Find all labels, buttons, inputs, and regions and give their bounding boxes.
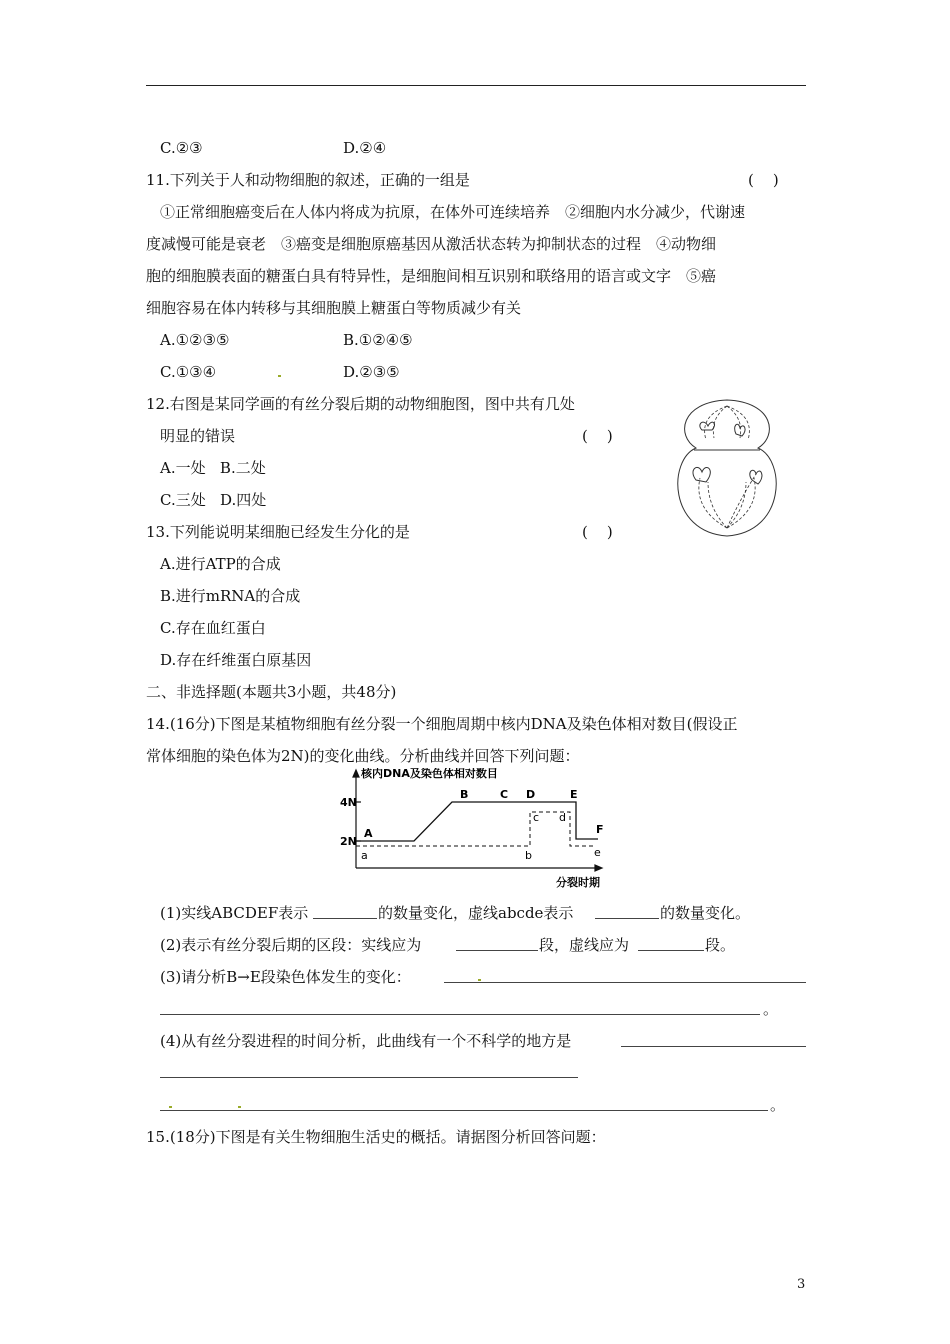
point-label-b-lower: b <box>525 849 532 862</box>
q11-line2: 度减慢可能是衰老 ③癌变是细胞原癌基因从激活状态转为抑制状态的过程 ④动物细 <box>146 235 717 253</box>
point-label-a-upper: A <box>364 827 373 840</box>
q12-options-ab <box>160 458 266 478</box>
dna-chromosome-chart <box>330 768 620 892</box>
q14-p4-blank1[interactable] <box>621 1046 806 1047</box>
q14-p4-a: (4)从有丝分裂进程的时间分析，此曲线有一个不科学的地方是 <box>160 1032 572 1050</box>
point-label-e-upper: E <box>570 788 578 801</box>
stray-mark <box>169 1106 172 1108</box>
point-label-e-lower: e <box>594 846 601 859</box>
q14-p2-c: 段。 <box>705 936 736 954</box>
q11-option-a: A.①②③⑤ <box>160 331 230 349</box>
q14-p2-blank2[interactable] <box>638 950 704 951</box>
q14-p1-blank1[interactable] <box>313 918 377 919</box>
q13-option-c: C.存在血红蛋白 <box>160 619 266 637</box>
stray-mark <box>278 375 281 377</box>
y-axis-label: 核内DNA及染色体相对数目 <box>361 768 498 780</box>
q14-p4-blank2[interactable] <box>160 1077 578 1078</box>
q11-line4: 细胞容易在体内转移与其细胞膜上糖蛋白等物质减少有关 <box>146 299 522 317</box>
q12-option-a: A.一处 <box>160 459 206 477</box>
q13-stem: 13.下列能说明某细胞已经发生分化的是 <box>146 523 410 541</box>
y-tick-label-4n: 4N <box>340 796 357 809</box>
q13-option-a: A.进行ATP的合成 <box>160 555 281 573</box>
q14-p1-blank2[interactable] <box>595 918 659 919</box>
q11-line3: 胞的细胞膜表面的糖蛋白具有特异性，是细胞间相互识别和联络用的语言或文字 ⑤癌 <box>146 267 717 285</box>
x-axis-label: 分裂时期 <box>556 876 600 889</box>
q13-option-b: B.进行mRNA的合成 <box>160 587 301 605</box>
q12-option-d: D.四处 <box>220 491 267 509</box>
point-label-d-lower: d <box>559 811 566 824</box>
page-number: 3 <box>797 1277 806 1292</box>
cell-diagram <box>666 396 788 542</box>
q14-p1-c: 的数量变化。 <box>660 904 751 922</box>
q14-p3-end: 。 <box>763 1000 779 1018</box>
q12-stem-line1: 12.右图是某同学画的有丝分裂后期的动物细胞图，图中共有几处 <box>146 395 575 413</box>
q14-p3-a: (3)请分析B→E段染色体发生的变化： <box>160 968 411 986</box>
q12-option-b: B.二处 <box>219 459 266 477</box>
q11-answer-paren: ( ) <box>748 171 779 189</box>
q10-option-c: C.②③ <box>160 139 203 157</box>
q14-stem-line2: 常体细胞的染色体为2N)的变化曲线。分析曲线并回答下列问题： <box>146 747 580 765</box>
q14-p2-blank1[interactable] <box>456 950 538 951</box>
q10-option-d: D.②④ <box>343 139 387 157</box>
point-label-b-upper: B <box>460 788 469 801</box>
q11-option-c: C.①③④ <box>160 363 217 381</box>
point-label-c-upper: C <box>500 788 509 801</box>
q14-p2-a: (2)表示有丝分裂后期的区段：实线应为 <box>160 936 422 954</box>
q14-stem-line1: 14.(16分)下图是某植物细胞有丝分裂一个细胞周期中核内DNA及染色体相对数目(假设正 <box>146 715 738 733</box>
point-label-d-upper: D <box>526 788 536 801</box>
section-heading: 二、非选择题(本题共3小题，共48分) <box>146 683 397 701</box>
q14-p1-a: (1)实线ABCDEF表示 <box>160 904 309 922</box>
y-tick-label-2n: 2N <box>340 835 357 848</box>
cell-outline <box>678 400 776 536</box>
q12-answer-paren: ( ) <box>582 427 613 445</box>
point-label-c-lower: c <box>533 811 540 824</box>
stray-mark <box>478 979 481 981</box>
header-rule <box>146 85 806 86</box>
q14-p4-blank3[interactable] <box>160 1110 768 1111</box>
q14-p4-end: 。 <box>770 1096 786 1114</box>
q13-answer-paren: ( ) <box>582 523 613 541</box>
q14-p3-blank1[interactable] <box>444 982 806 983</box>
y-axis-arrow <box>353 770 359 777</box>
point-label-f-upper: F <box>596 823 604 836</box>
q11-option-b: B.①②④⑤ <box>343 331 413 349</box>
q14-p3-blank2[interactable] <box>160 1014 760 1015</box>
q11-stem: 11.下列关于人和动物细胞的叙述，正确的一组是 <box>146 171 470 189</box>
q14-p1-b: 的数量变化，虚线abcde表示 <box>378 904 574 922</box>
q13-option-d: D.存在纤维蛋白原基因 <box>160 651 312 669</box>
q11-line1: ①正常细胞癌变后在人体内将成为抗原，在体外可连续培养 ②细胞内水分减少，代谢速 <box>160 203 746 221</box>
x-axis-arrow <box>595 865 602 871</box>
q15-stem: 15.(18分)下图是有关生物细胞生活史的概括。请据图分析回答问题： <box>146 1128 606 1146</box>
q11-option-d: D.②③⑤ <box>343 363 400 381</box>
q12-stem-line2: 明显的错误 <box>160 427 236 445</box>
stray-mark <box>238 1106 241 1108</box>
point-label-a-lower: a <box>361 849 368 862</box>
chromosomes <box>693 422 762 484</box>
q12-options-cd <box>160 490 266 510</box>
q14-p2-b: 段，虚线应为 <box>539 936 630 954</box>
q12-option-c: C.三处 <box>160 491 206 509</box>
